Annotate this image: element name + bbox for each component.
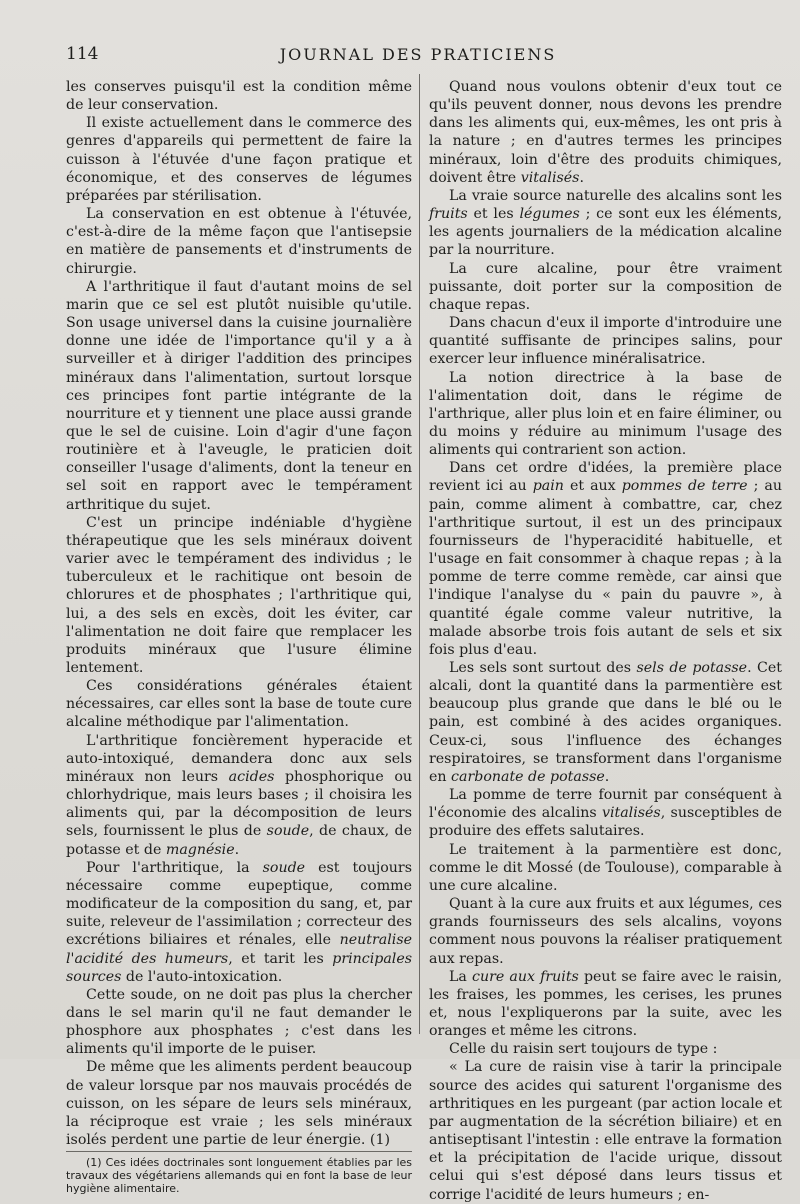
left-column bbox=[66, 78, 412, 1195]
text-run: et les bbox=[467, 206, 520, 223]
italic-term: acides bbox=[228, 768, 275, 785]
text-run: , et tarit les bbox=[228, 950, 333, 967]
italic-term: soude bbox=[266, 823, 310, 840]
paragraph bbox=[429, 187, 782, 260]
text-run: . bbox=[604, 768, 610, 785]
paragraph bbox=[429, 659, 782, 786]
running-title: JOURNAL DES PRATICIENS bbox=[279, 45, 557, 64]
paragraph: La conservation en est obtenue à l'étuvée, c'est-à-dire de la même façon que l'antisepsie en matière de pansements et d'instruments de chirurgie. bbox=[66, 206, 412, 277]
paragraph bbox=[429, 459, 782, 659]
text-run: , susceptibles de produire des effets salutaires. bbox=[429, 805, 782, 840]
text-run: peut se faire avec le raisin, les fraises, les pommes, les cerises, les prunes et, nous l'expliquerons par la suite, avec les oranges et même les citrons. bbox=[429, 968, 782, 1040]
paragraph: Quant à la cure aux fruits et aux légumes, ces grands fournisseurs des sels alcalins, voyons comment nous pouvons la réaliser pratiquement aux repas. bbox=[429, 896, 782, 967]
text-run: , de chaux, de potasse et de bbox=[66, 823, 412, 858]
text-run: Les sels sont surtout des bbox=[449, 660, 637, 676]
italic-term: neutralise l'acidité des humeurs bbox=[66, 932, 412, 967]
italic-term: cure aux fruits bbox=[472, 968, 579, 985]
italic-term: vitalisés bbox=[601, 805, 661, 822]
text-run: Pour l'arthritique, la bbox=[86, 859, 263, 876]
paragraph: Le traitement à la parmentière est donc, comme le dit Mossé (de Toulouse), comparable à une cure alcaline. bbox=[429, 841, 782, 894]
text-run: . bbox=[234, 841, 240, 858]
paragraph bbox=[66, 859, 412, 986]
text-run: L'arthritique foncièrement hyperacide et auto-intoxiqué, demandera donc aux sels minéraux non leurs bbox=[66, 732, 412, 785]
italic-term: carbonate de potasse bbox=[451, 768, 605, 785]
paragraph: Ces considérations générales étaient nécessaires, car elles sont la base de toute cure alcaline méthodique par l'alimentation. bbox=[66, 678, 412, 731]
column-divider bbox=[419, 74, 420, 1034]
text-run: Quand nous voulons obtenir d'eux tout ce qu'ils peuvent donner, nous devons les prendre dans les aliments qui, eux-mêmes, les ont pris à la nature ; en d'autres termes les principes minéraux, loin d'être des produits chimiques, doivent être bbox=[429, 79, 782, 186]
right-column bbox=[429, 78, 782, 1204]
italic-term: fruits bbox=[429, 206, 468, 223]
text-run: de l'auto-intoxication. bbox=[121, 968, 283, 985]
text-run: ; au pain, comme aliment à combattre, car, chez l'arthritique surtout, il est un des principaux fournisseurs de l'hyperacidité habituelle, et l'usage en fait consommer à chaque repas ; à la pomme de terre comme remède, car ainsi que l'indique l'analyse du « pain du pauvre », à quantité égale comme valeur nutritive, la malade absorbe trois fois autant de sels et six fois plus d'eau. bbox=[429, 478, 782, 658]
text-run: . Cet alcali, dont la quantité dans la parmentière est beaucoup plus grande que dans le blé ou le pain, est combiné à des acides organiques. Ceux-ci, sous l'influence des échanges respiratoires, se transforment dans l'organisme en bbox=[429, 660, 782, 785]
italic-term: légumes bbox=[519, 206, 580, 223]
paragraph bbox=[429, 786, 782, 840]
paragraph bbox=[429, 78, 782, 187]
italic-term: vitalisés bbox=[520, 169, 580, 186]
paragraph: A l'arthritique il faut d'autant moins de sel marin que ce sel est plutôt nuisible qu'utile. Son usage universel dans la cuisine journalière donne une idée de l'importance qu'il y a à surveiller et à diriger l'addition des principes minéraux dans l'alimentation, surtout lorsque ces principes font partie intégrante de la nourriture et y tiennent une place aussi grande que le sel de cuisine. Loin d'agir d'une façon routinière et à l'aveugle, le praticien doit conseiller l'usage d'aliments, dont la teneur en sel soit en rapport avec le tempérament arthritique du sujet. bbox=[66, 278, 412, 513]
footnote-rule bbox=[66, 1151, 412, 1152]
italic-term: soude bbox=[262, 859, 306, 876]
text-run: ; ce sont eux les éléments, les agents journaliers de la médication alcaline par la nourriture. bbox=[429, 206, 782, 259]
text-run: est toujours nécessaire comme eupeptique, comme modificateur de la composition du sang, et, par suite, releveur de l'assimilation ; correcteur des excrétions biliaires et rénales, elle bbox=[66, 859, 412, 949]
paragraph: Cette soude, on ne doit pas plus la chercher dans le sel marin qu'il ne faut demander le phosphore aux phosphates ; c'est dans les aliments qu'il importe de le puiser. bbox=[66, 986, 412, 1058]
paragraph: C'est un principe indéniable d'hygiène thérapeutique que les sels minéraux doivent varier avec le tempérament des individus ; le tuberculeux et le rachitique ont besoin de chlorures et de phosphates ; l'arthritique qui, lui, a des sels en excès, doit les éviter, car l'alimentation ne doit faire que remplacer les produits minéraux que l'usure élimine lentement. bbox=[66, 514, 412, 676]
page-number: 114 bbox=[66, 44, 99, 64]
italic-term: pommes de terre bbox=[621, 478, 748, 495]
paragraph: Il existe actuellement dans le commerce des genres d'appareils qui permettent de faire la cuisson à l'étuvée d'une façon pratique et économique, et des conserves de légumes préparées par stérilisation. bbox=[66, 115, 412, 204]
paragraph: Celle du raisin sert toujours de type : bbox=[449, 1041, 718, 1058]
paragraph bbox=[429, 968, 782, 1041]
text-run: La pomme de terre fournit par conséquent à l'économie des alcalins bbox=[429, 787, 782, 822]
paragraph: De même que les aliments perdent beaucoup de valeur lorsque par nos mauvais procédés de cuisson, on les sépare de leurs sels minéraux, la réciproque est vraie ; les sels minéraux isolés perdent une partie de leur énergie. (1) bbox=[66, 1059, 412, 1149]
text-run: et aux bbox=[563, 478, 622, 495]
paragraph: Dans chacun d'eux il importe d'introduire une quantité suffisante de principes salins, pour exercer leur influence minéralisatrice. bbox=[429, 315, 782, 368]
paragraph: La cure alcaline, pour être vraiment puissante, doit porter sur la composition de chaque repas. bbox=[429, 260, 782, 313]
text-run: . bbox=[579, 169, 584, 186]
text-run: Dans cet ordre d'idées, la première place revient ici au bbox=[429, 460, 782, 495]
paragraph: « La cure de raisin vise à tarir la principale source des acides qui saturent l'organisme des arthritiques en les purgeant (par action locale et par augmentation de la sécrétion biliaire) et en antiseptisant l'intestin : elle entrave la formation et la précipitation de l'acide urique, dissout celui qui s'est déposé dans leurs tissus et corrige l'acidité de leurs humeurs ; en- bbox=[429, 1059, 782, 1203]
paragraph: La notion directrice à la base de l'alimentation doit, dans le régime de l'arthrique, aller plus loin et en faire éliminer, ou du moins y réduire au minimum l'usage des aliments qui contrarient son action. bbox=[429, 369, 782, 459]
italic-term: pain bbox=[532, 478, 564, 495]
text-run: phosphorique ou chlorhydrique, mais leurs bases ; il choisira les aliments qui, par la décomposition de leurs sels, fournissent le plus de bbox=[66, 768, 412, 840]
italic-term: magnésie bbox=[165, 841, 235, 858]
italic-term: sels de potasse bbox=[636, 660, 748, 676]
paragraph bbox=[66, 732, 412, 859]
text-run: La vraie source naturelle des alcalins sont les bbox=[449, 187, 782, 204]
page-header bbox=[66, 44, 770, 68]
italic-term: principales sources bbox=[66, 950, 413, 985]
paragraph: les conserves puisqu'il est la condition même de leur conservation. bbox=[66, 79, 412, 114]
footnote: (1) Ces idées doctrinales sont longuement établies par les travaux des végétariens allemands qui en font la base de leur hygiène alimentaire. bbox=[66, 1156, 412, 1196]
text-run: La bbox=[449, 968, 473, 985]
